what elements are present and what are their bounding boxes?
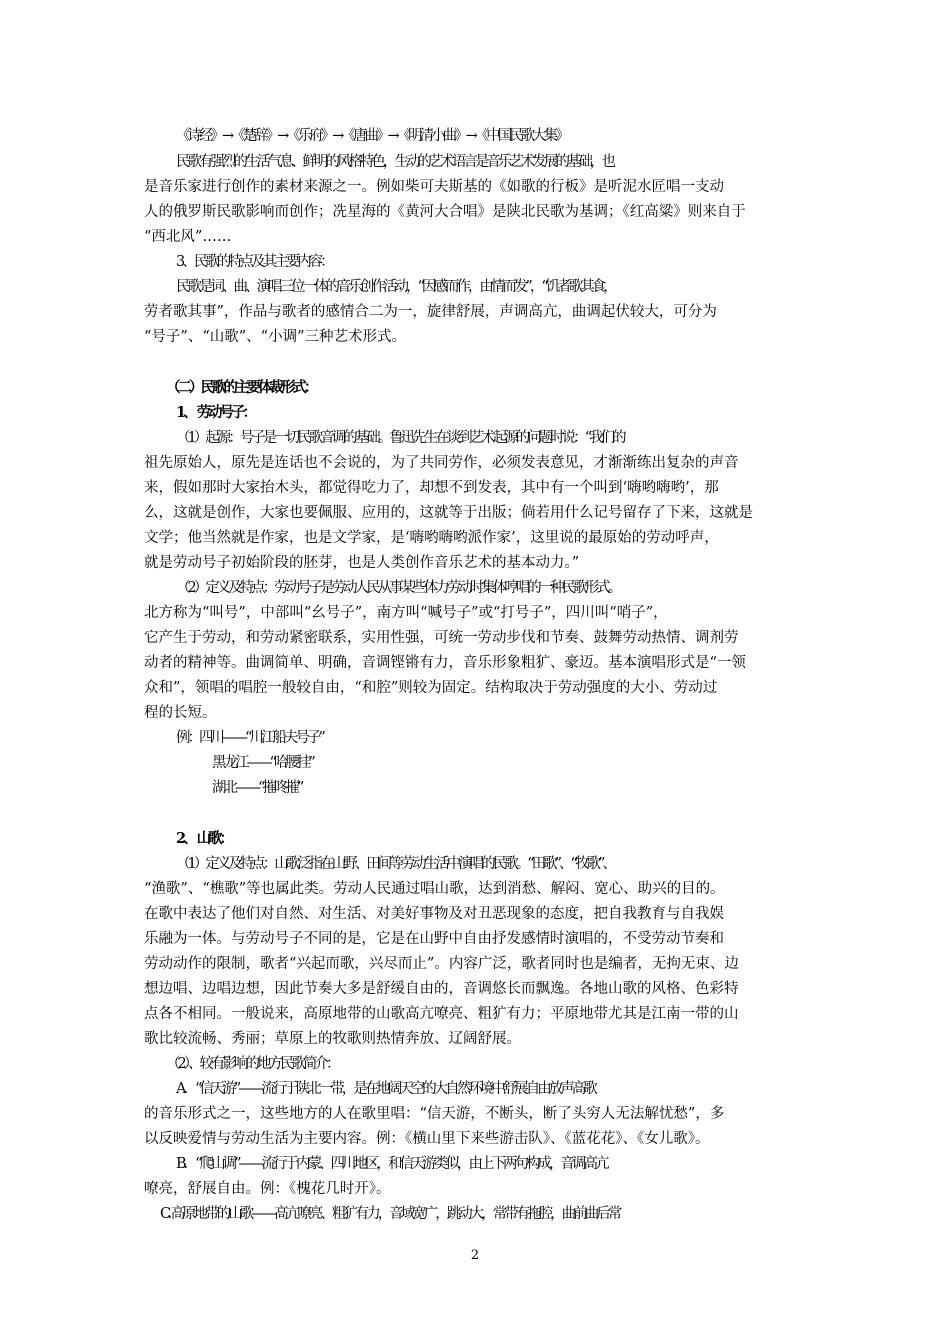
- text-line: 文学；他当然就是作家，也是文学家，是‘嗨哟嗨哟派作家’，这里说的最原始的劳动呼声，: [144, 530, 719, 546]
- text-line: “西北风”……: [144, 229, 232, 245]
- text-line: 程的长短。: [144, 705, 217, 721]
- text-line: 在歌中表达了他们对自然、对生活、对美好事物及对丑恶现象的态度，把自我教育与自我娱: [144, 906, 724, 922]
- text-line: 就是劳动号子初始阶段的胚芽，也是人类创作音乐艺术的基本动力。”: [144, 555, 580, 571]
- text-line: 劳者歌其事”，作品与歌者的感情合二为一，旋律舒展，声调高亢，曲调起伏较大，可分为: [144, 304, 717, 320]
- text-line: 劳动动作的限制，歌者“兴起而歌，兴尽而止”。内容广泛，歌者同时也是编者，无拘无束、边: [144, 956, 739, 972]
- text-line: 以反映爱情与劳动生活为主要内容。例：《横山里下来些游击队》、《蓝花花》、《女儿歌》。: [144, 1131, 710, 1147]
- text-line: （2）、较有影响的地方民歌简介：: [166, 1056, 338, 1072]
- text-line: （2）定义及特点：劳动号子是劳动人民从事某些体力劳动时集体哼唱的一种民歌形式。: [176, 580, 620, 596]
- text-line: C. 高原地带的山歌——高亢嘹亮、粗犷有力，音域宽广，跳动大，常带有拖腔，曲前曲后常: [160, 1206, 620, 1222]
- text-line: 么，这就是创作，大家也要佩服、应用的，这就等于出版；倘若用什么记号留存了下来，这就是: [144, 505, 753, 521]
- text-line: B．“爬山调”——流行于内蒙、四川地区，和信天游类似，由上下两句构成，音调高亢: [176, 1156, 607, 1172]
- text-line: 是音乐家进行创作的素材来源之一。例如柴可夫斯基的《如歌的行板》是听泥水匠唱一支动: [144, 179, 724, 195]
- text-line: 嘹亮，舒展自由。例：《槐花几时开》。: [144, 1181, 391, 1197]
- text-line: “渔歌”、“樵歌”等也属此类。劳动人民通过唱山歌，达到消愁、解闷、宽心、助兴的目的。: [144, 881, 725, 897]
- subsection-heading: 2、 山歌：: [176, 830, 232, 847]
- text-line: 的音乐形式之一，这些地方的人在歌里唱：“信天游，不断头，断了头穷人无法解忧愁”，多: [144, 1106, 725, 1122]
- text-line: 动者的精神等。曲调简单、明确，音调铿锵有力，音乐形象粗犷、豪迈。基本演唱形式是“一领: [144, 655, 746, 671]
- text-line: 它产生于劳动，和劳动紧密联系，实用性强，可统一劳动步伐和节奏、鼓舞劳动热情、调剂劳: [144, 630, 739, 646]
- text-line: 点各不相同。一般说来，高原地带的山歌高亢嘹亮、粗犷有力；平原地带尤其是江南一带的山: [144, 1006, 739, 1022]
- text-line: 民歌是词、曲、演唱三位一体的音乐创作活动，“因感而作，由情而发”，“饥者歌其食，: [176, 279, 615, 295]
- subsection-heading: 1、 劳动号子：: [176, 404, 255, 421]
- text-line: （1）定义及特点：山歌泛指在山野、田间等劳动生活中演唱的民歌。“田歌”、“牧歌”、: [176, 856, 614, 872]
- example-line: 例：四川——“川江船夫号子”: [176, 730, 323, 746]
- section-heading: （二）民歌的主要体裁形式：: [166, 379, 316, 396]
- text-line: A．“信天游”——流行于陕北一带，是在地阔天空的大自然环境中舒展自由放声高歌: [176, 1081, 595, 1097]
- text-line: 想边唱、边唱边想，因此节奏大多是舒缓自由的，音调悠长而飘逸。各地山歌的风格、色彩特: [144, 981, 739, 997]
- text-line: 北方称为“叫号”，中部叫“幺号子”，南方叫“喊号子”或“打号子”，四川叫“哨子”，: [144, 605, 668, 621]
- text-line: 来，假如那时大家抬木头，都觉得吃力了，却想不到发表，其中有一个叫到‘嗨哟嗨哟’，那: [144, 480, 719, 496]
- text-line: 歌比较流畅、秀丽；草原上的牧歌则热情奔放、辽阔舒展。: [144, 1031, 521, 1047]
- text-line: 《诗经》→《楚辞》→《乐府》→《唐曲》→《明清小曲》→《中国民歌大集》: [176, 128, 567, 144]
- text-line: 祖先原始人，原先是连话也不会说的，为了共同劳作，必须发表意见，才渐渐练出复杂的声音: [144, 455, 739, 471]
- text-line: 民歌有强烈的生活气息、鲜明的风格特色，生动的艺术语言是音乐艺术发展的基础，也: [176, 154, 613, 170]
- text-line: 人的俄罗斯民歌影响而创作；冼星海的《黄河大合唱》是陕北民歌为基调；《红高粱》则来自于: [144, 204, 746, 220]
- text-line: （1）起源：号子是一切民歌音调的基础。鲁迅先生在谈到艺术起源的问题时说：“我们的: [176, 430, 624, 446]
- example-line: 湖北——“摧咚摧”: [212, 780, 302, 796]
- text-line: 众和”，领唱的唱腔一般较自由，“和腔”则较为固定。结构取决于劳动强度的大小、劳动过: [144, 680, 718, 696]
- example-line: 黑龙江——“哈腰挂”: [212, 755, 313, 771]
- text-line: 乐融为一体。与劳动号子不同的是，它是在山野中自由抒发感情时演唱的，不受劳动节奏和: [144, 931, 724, 947]
- text-line: “号子”、“山歌”、“小调”三种艺术形式。: [144, 329, 406, 345]
- text-line: 3、民歌的特点及其主要内容：: [176, 254, 332, 270]
- page-number: 2: [470, 1248, 480, 1263]
